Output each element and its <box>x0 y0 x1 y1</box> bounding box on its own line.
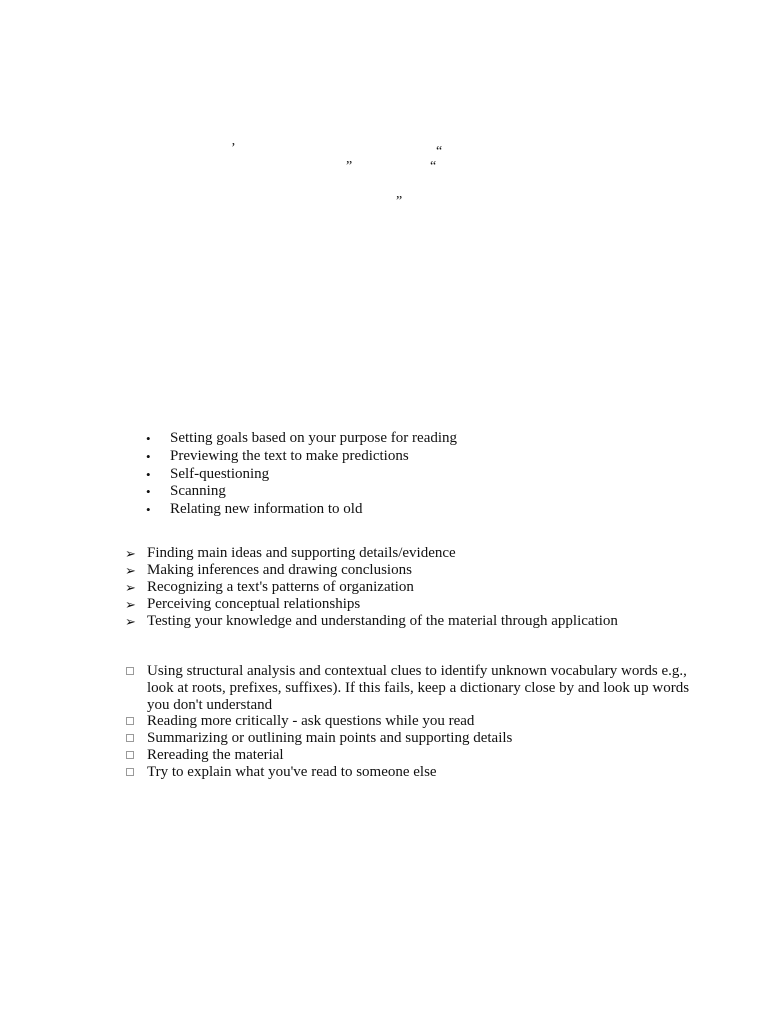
bullet-icon: • <box>146 466 151 482</box>
box-bullet-icon <box>126 717 134 725</box>
list-item-text: Using structural analysis and contextual clues to identify unknown vocabulary words e.g., look at roots, prefixes, suffixes). If this fails, keep a dictionary close by and look up words you don't understand <box>147 663 690 713</box>
list-item <box>146 430 458 448</box>
list-item-text: Rereading the material <box>147 746 284 763</box>
list-item-text: Try to explain what you've read to someone else <box>147 763 437 780</box>
list-item-text: Testing your knowledge and understanding of the material through application <box>147 613 618 629</box>
list-item <box>125 613 618 630</box>
list-item-text: Previewing the text to make predictions <box>170 447 409 464</box>
list-item <box>125 579 618 596</box>
bullet-icon: • <box>146 502 151 518</box>
list-item <box>125 596 618 613</box>
list-item-text: Perceiving conceptual relationships <box>147 596 361 612</box>
list-item <box>147 747 707 764</box>
list-item <box>147 713 707 730</box>
list-item-text: Reading more critically - ask questions while you read <box>147 713 475 730</box>
list-item <box>125 562 618 579</box>
arrow-bullet-icon: ➢ <box>125 597 136 612</box>
bullet-icon: • <box>146 431 151 446</box>
arrow-bullet-icon: ➢ <box>125 563 136 578</box>
open-quote-mark: “ <box>436 144 443 159</box>
bullet-list <box>146 430 458 519</box>
box-list <box>147 663 707 781</box>
open-quote-mark: “ <box>430 159 437 174</box>
list-item <box>147 663 707 713</box>
box-bullet-icon <box>126 751 134 759</box>
list-item <box>125 545 618 562</box>
list-item-text: Making inferences and drawing conclusions <box>147 562 412 578</box>
list-item-text: Scanning <box>170 483 226 500</box>
close-quote-mark: ” <box>346 159 353 174</box>
arrow-list <box>125 545 618 630</box>
arrow-bullet-icon: ➢ <box>125 580 136 595</box>
box-bullet-icon <box>126 734 134 742</box>
list-item-text: Finding main ideas and supporting details/evidence <box>147 545 456 561</box>
list-item <box>146 465 457 484</box>
list-item-text: Setting goals based on your purpose for reading <box>170 430 458 446</box>
list-item-text: Self-questioning <box>170 465 270 482</box>
box-bullet-icon <box>126 667 134 675</box>
arrow-bullet-icon: ➢ <box>125 614 136 629</box>
bullet-icon: • <box>146 484 151 500</box>
list-item-text: Recognizing a text's patterns of organization <box>147 579 414 595</box>
close-quote-mark: ” <box>396 194 403 209</box>
list-item-text: Relating new information to old <box>170 501 363 518</box>
list-item <box>146 447 457 466</box>
arrow-bullet-icon: ➢ <box>125 546 136 561</box>
apostrophe-mark: ’ <box>231 141 236 156</box>
list-item <box>147 764 707 781</box>
list-item <box>146 501 457 519</box>
list-item-text: Summarizing or outlining main points and supporting details <box>147 730 513 747</box>
list-item <box>146 483 457 501</box>
list-item <box>147 730 707 747</box>
box-bullet-icon <box>126 768 134 776</box>
bullet-icon: • <box>146 448 151 464</box>
